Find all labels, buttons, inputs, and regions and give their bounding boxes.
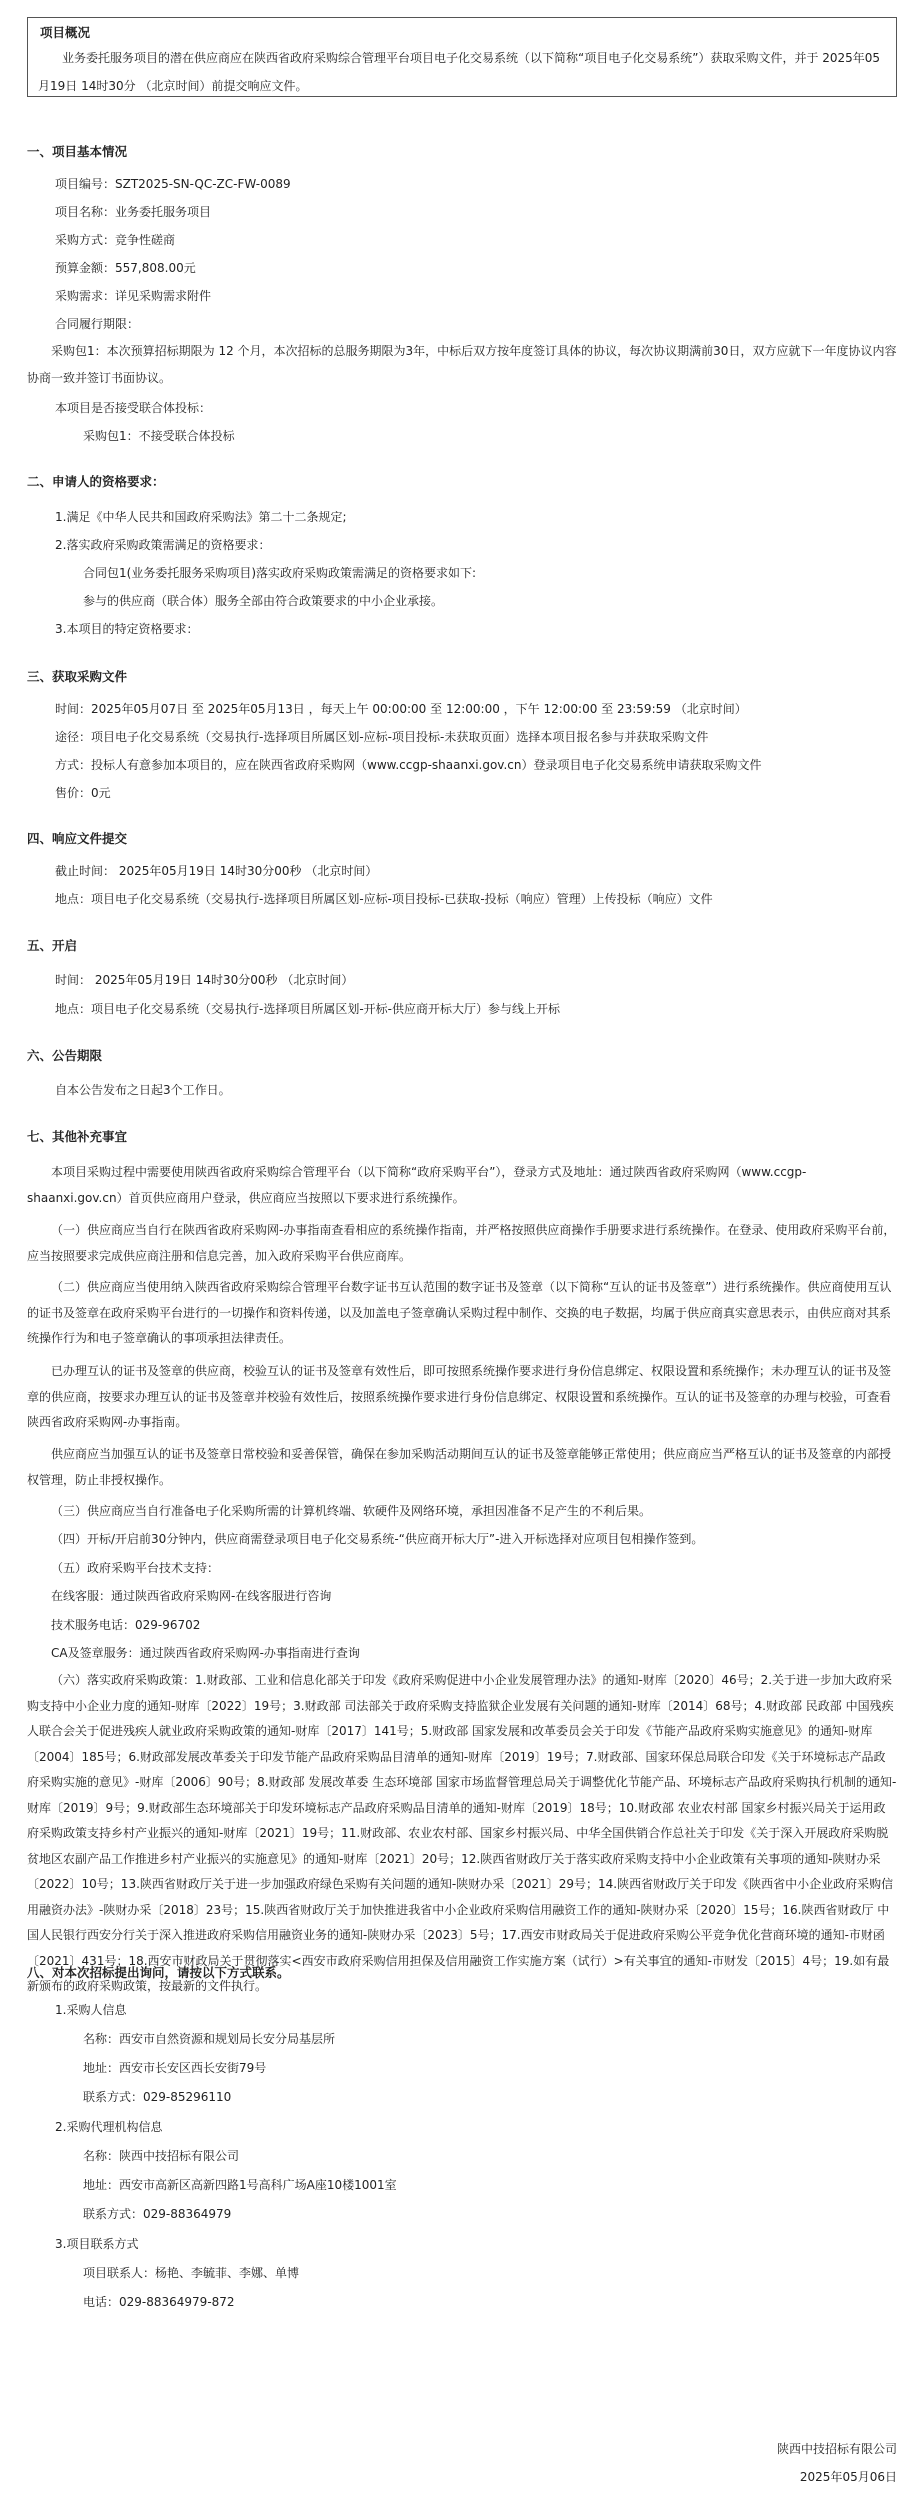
tech-support-heading: （五）政府采购平台技术支持： bbox=[51, 1561, 220, 1575]
project-contacts: 项目联系人：杨艳、李毓菲、李娜、单博 bbox=[83, 2266, 300, 2280]
submission-place: 地点：项目电子化交易系统（交易执行-选择项目所属区划-应标-项目投标-已获取-投标（响应）管理）上传投标（响应）文件 bbox=[55, 892, 713, 906]
other-paragraph-3: （二）供应商应当使用纳入陕西省政府采购综合管理平台数字证书互认范围的数字证书及签章（以下简称“互认的证书及签章”）进行系统操作。供应商使用互认的证书及签章在政府采购平台进行的一切操作和资料传递，以及加盖电子签章确认采购过程中制作、交换的电子数据，均属于供应商真实意思表示，由供应商对其系统操作行为和电子签章确认的事项承担法律责任。 bbox=[27, 1280, 892, 1345]
section-title-submission: 四、响应文件提交 bbox=[27, 831, 128, 846]
purchaser-name: 名称：西安市自然资源和规划局长安分局基层所 bbox=[83, 2032, 336, 2046]
section-title-contact: 八、对本次招标提出询问，请按以下方式联系。 bbox=[27, 1965, 290, 1980]
document-price: 售价：0元 bbox=[55, 786, 111, 800]
project-summary-box bbox=[27, 17, 897, 97]
summary-title: 项目概况 bbox=[40, 25, 91, 40]
other-paragraph-2: （一）供应商应当自行在陕西省政府采购网-办事指南查看相应的系统操作指南，并严格按照供应商操作手册要求进行系统操作。在登录、使用政府采购平台前，应当按照要求完成供应商注册和信息完善，加入政府采购平台供应商库。 bbox=[27, 1223, 896, 1263]
section-title-notice-period: 六、公告期限 bbox=[27, 1048, 103, 1063]
policy-list-paragraph: （六）落实政府采购政策：1.财政部、工业和信息化部关于印发《政府采购促进中小企业发展管理办法》的通知-财库〔2020〕46号；2.关于进一步加大政府采购支持中小企业力度的通知-财库〔2022〕19号；3.财政部 司法部关于政府采购支持监狱企业发展有关问题的通知-财库〔2014〕68号；4.财政部 民政部 中国残疾人联合会关于促进残疾人就业政府采购政策的通知-财库〔2017〕141号；5.财政部 国家发展和改革委员会关于印发《节能产品政府采购实施意见》的通知-财库〔2004〕185号；6.财政部发展改革委关于印发节能产品政府采购品目清单的通知-财库〔2019〕19号；7.财政部、国家环保总局联合印发《关于环境标志产品政府采购实施的意见》-财库〔2006〕90号；8.财政部 发展改革委 生态环境部 国家市场监督管理总局关于调整优化节能产品、环境标志产品政府采购执行机制的通知-财库〔2019〕9号；9.财政部生态环境部关于印发环境标志产品政府采购品目清单的通知-财库〔2019〕18号；10.财政部 农业农村部 国家乡村振兴局关于运用政府采购政策支持乡村产业振兴的通知-财库〔2021〕19号；11.财政部、农业农村部、国家乡村振兴局、中华全国供销合作总社关于印发《关于深入开展政府采购脱贫地区农副产品工作推进乡村产业振兴的实施意见》的通知-财库〔2021〕20号；12.陕西省财政厅关于落实政府采购支持中小企业政策有关事项的通知-陕财办采〔2022〕10号；13.陕西省财政厅关于进一步加强政府绿色采购有关问题的通知-陕财办采〔2021〕29号；14.陕西省财政厅关于印发《陕西省中小企业政府采购信用融资办法》-陕财办采〔2018〕23号；15.陕西省财政厅关于加快推进我省中小企业政府采购信用融资工作的通知-陕财办采〔2020〕15号；16.陕西省财政厅 中国人民银行西安分行关于深入推进政府采购信用融资业务的通知-陕财办采〔2023〕5号；17.西安市财政局关于促进政府采购公平竞争优化营商环境的通知-市财函〔2021〕431号；18.西安市财政局关于贯彻落实<西安市政府采购信用担保及信用融资工作实施方案（试行）>有关事宜的通知-市财发〔2015〕4号；19.如有最新颁布的政府采购政策，按最新的文件执行。 bbox=[27, 1673, 897, 1993]
get-documents-route: 途径：项目电子化交易系统（交易执行-选择项目所属区划-应标-项目投标-未获取页面）选择本项目报名参与并获取采购文件 bbox=[55, 730, 709, 744]
section-title-qualifications: 二、申请人的资格要求： bbox=[27, 474, 165, 489]
opening-place: 地点：项目电子化交易系统（交易执行-选择项目所属区划-开标-供应商开标大厅）参与线上开标 bbox=[55, 1002, 560, 1016]
section-title-other-matters: 七、其他补充事宜 bbox=[27, 1129, 128, 1144]
qualification-2: 2.落实政府采购政策需满足的资格要求： bbox=[55, 538, 271, 552]
qualification-1: 1.满足《中华人民共和国政府采购法》第二十二条规定; bbox=[55, 510, 347, 524]
section-title-get-documents: 三、获取采购文件 bbox=[27, 669, 128, 684]
budget-amount: 预算金额：557,808.00元 bbox=[55, 261, 196, 275]
section-title-opening: 五、开启 bbox=[27, 938, 78, 953]
agency-phone: 联系方式：029-88364979 bbox=[83, 2207, 232, 2221]
agency-address: 地址：西安市高新区高新四路1号高科广场A座10楼1001室 bbox=[83, 2178, 397, 2192]
get-documents-time: 时间：2025年05月07日 至 2025年05月13日 ，每天上午 00:00:00 至 12:00:00 ，下午 12:00:00 至 23:59:59 （北京时间） bbox=[55, 702, 747, 716]
project-number: 项目编号：SZT2025-SN-QC-ZC-FW-0089 bbox=[55, 177, 291, 191]
ca-signature-service: CA及签章服务：通过陕西省政府采购网-办事指南进行查询 bbox=[51, 1646, 360, 1660]
qualification-2b: 参与的供应商（联合体）服务全部由符合政策要求的中小企业承接。 bbox=[83, 594, 444, 608]
purchaser-address: 地址：西安市长安区西长安街79号 bbox=[83, 2061, 267, 2075]
purchaser-heading: 1.采购人信息 bbox=[55, 2003, 127, 2017]
opening-time: 时间： 2025年05月19日 14时30分00秒 （北京时间） bbox=[55, 973, 354, 987]
procurement-method: 采购方式：竞争性磋商 bbox=[55, 233, 176, 247]
tech-service-phone: 技术服务电话：029-96702 bbox=[51, 1618, 201, 1632]
agency-name: 名称：陕西中技招标有限公司 bbox=[83, 2149, 240, 2163]
other-paragraph-5: 供应商应当加强互认的证书及签章日常校验和妥善保管，确保在参加采购活动期间互认的证书及签章能够正常使用；供应商应当严格互认的证书及签章的内部授权管理，防止非授权操作。 bbox=[27, 1447, 892, 1487]
procurement-needs: 采购需求：详见采购需求附件 bbox=[55, 289, 212, 303]
purchaser-phone: 联系方式：029-85296110 bbox=[83, 2090, 232, 2104]
other-paragraph-1: 本项目采购过程中需要使用陕西省政府采购综合管理平台（以下简称“政府采购平台”），登录方式及地址：通过陕西省政府采购网（www.ccgp-shaanxi.gov.cn）首页供应商用户登录，供应商应当按照以下要求进行系统操作。 bbox=[27, 1165, 807, 1205]
consortium-text: 采购包1：不接受联合体投标 bbox=[83, 429, 235, 443]
submission-deadline: 截止时间： 2025年05月19日 14时30分00秒 （北京时间） bbox=[55, 864, 378, 878]
contract-period-text: 采购包1：本次预算招标期限为 12 个月，本次招标的总服务期限为3年，中标后双方按年度签订具体的协议，每次协议期满前30日，双方应就下一年度协议内容协商一致并签订书面协议。 bbox=[27, 344, 897, 385]
section-title-basic-info: 一、项目基本情况 bbox=[27, 144, 128, 159]
consortium-label: 本项目是否接受联合体投标： bbox=[55, 401, 212, 415]
signature-date: 2025年05月06日 bbox=[799, 2470, 897, 2484]
other-paragraph-7: （四）开标/开启前30分钟内，供应商需登录项目电子化交易系统-“供应商开标大厅”-进入开标选择对应项目包相操作签到。 bbox=[51, 1532, 704, 1546]
agency-heading: 2.采购代理机构信息 bbox=[55, 2120, 163, 2134]
summary-text: 业务委托服务项目的潜在供应商应在陕西省政府采购综合管理平台项目电子化交易系统（以下简称“项目电子化交易系统”）获取采购文件，并于 2025年05月19日 14时30分 （北京时间）前提交响应文件。 bbox=[38, 51, 881, 93]
online-service: 在线客服：通过陕西省政府采购网-在线客服进行咨询 bbox=[51, 1589, 332, 1603]
project-contact-phone: 电话：029-88364979-872 bbox=[83, 2295, 235, 2309]
qualification-2a: 合同包1(业务委托服务采购项目)落实政府采购政策需满足的资格要求如下: bbox=[83, 566, 477, 580]
other-paragraph-4: 已办理互认的证书及签章的供应商，校验互认的证书及签章有效性后，即可按照系统操作要求进行身份信息绑定、权限设置和系统操作；未办理互认的证书及签章的供应商，按要求办理互认的证书及签章并校验有效性后，按照系统操作要求进行身份信息绑定、权限设置和系统操作。互认的证书及签章的办理与校验，可查看陕西省政府采购网-办事指南。 bbox=[27, 1364, 892, 1429]
contract-period-label: 合同履行期限： bbox=[55, 317, 140, 331]
qualification-3: 3.本项目的特定资格要求： bbox=[55, 622, 199, 636]
notice-period-text: 自本公告发布之日起3个工作日。 bbox=[55, 1083, 231, 1097]
signature-company: 陕西中技招标有限公司 bbox=[776, 2442, 897, 2456]
project-contact-heading: 3.项目联系方式 bbox=[55, 2237, 139, 2251]
project-name: 项目名称：业务委托服务项目 bbox=[55, 205, 212, 219]
get-documents-way: 方式：投标人有意参加本项目的，应在陕西省政府采购网（www.ccgp-shaanxi.gov.cn）登录项目电子化交易系统申请获取采购文件 bbox=[55, 758, 762, 772]
other-paragraph-6: （三）供应商应当自行准备电子化采购所需的计算机终端、软硬件及网络环境，承担因准备不足产生的不利后果。 bbox=[51, 1504, 652, 1518]
